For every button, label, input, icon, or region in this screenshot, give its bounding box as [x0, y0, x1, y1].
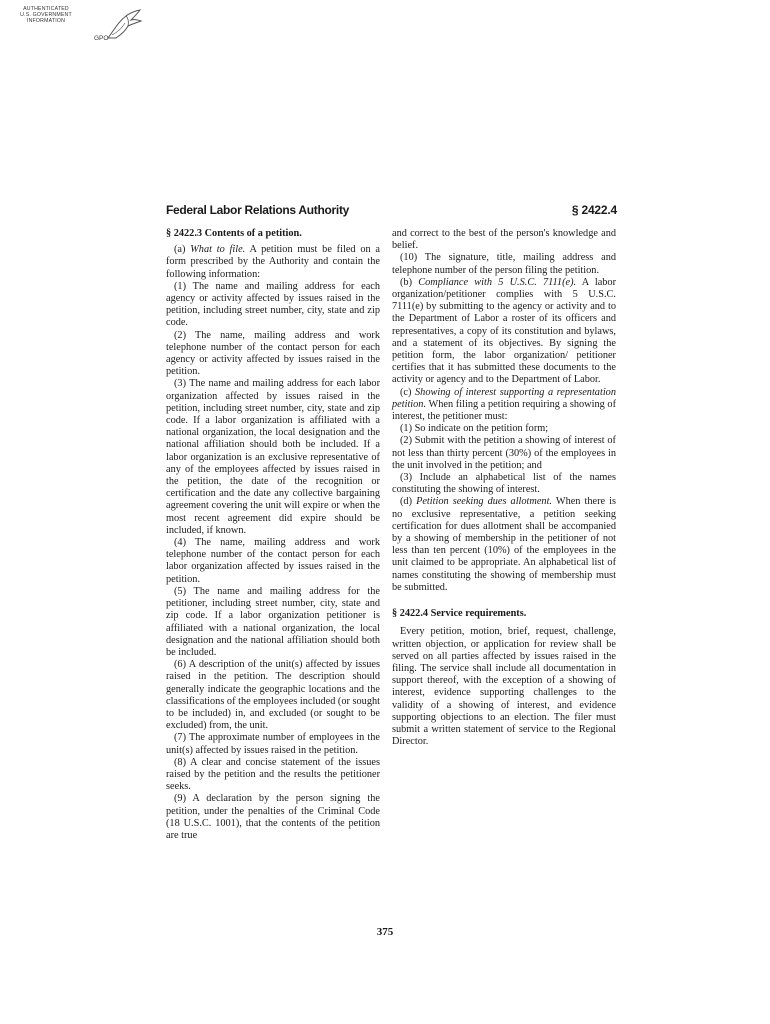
- paragraph-c-1: (1) So indicate on the petition form;: [400, 423, 549, 435]
- paragraph-c-2: (2) Submit with the petition a showing of interest of not less than thirty percent (30%) of the employees in the unit involved in the petition; and: [392, 435, 616, 471]
- label-d: (d): [400, 496, 417, 508]
- paragraph-a-3: (3) The name and mailing address for each labor organization affected by issues raised in the petition, including street number, city, state and zip code. If a labor organization is affiliated with a national organization, the local designation and the national affiliation should both be included. If a labor organization is an exclusive representative of any of the employees affected by issues raised in the petition, the date of the recognition or certification and the date any collective bargaining agreement covering the unit will expire or when the most recent agreement did expire should be included, if known.: [166, 378, 380, 536]
- stamp-line-1: AUTHENTICATED: [23, 6, 69, 12]
- section-2422-4-heading: § 2422.4 Service requirements.: [392, 608, 527, 620]
- section-2422-3-heading: § 2422.3 Contents of a petition.: [166, 228, 302, 239]
- paragraph-a-1: (1) The name and mailing address for each agency or activity affected by issues raised in the petition, including street number, city, state and zip code.: [166, 280, 380, 329]
- page-number: 375: [376, 926, 394, 938]
- paragraph-a-4: (4) The name, mailing address and work telephone number of the contact person for each labor organization affected by issues raised in the petition.: [166, 537, 380, 585]
- stamp-text: [12, 6, 80, 24]
- stamp-line-3: INFORMATION: [26, 18, 66, 24]
- label-c: (c): [400, 386, 416, 398]
- label-a: (a): [174, 244, 191, 256]
- paragraph-a-9: (9) A declaration by the person signing the petition, under the penalties of the Criminal Code (18 U.S.C. 1001), that the contents of the petition are true: [166, 793, 380, 841]
- paragraph-d: [392, 496, 616, 594]
- label-b: (b): [400, 276, 419, 288]
- text-b: A labor organization/petitioner complies with 5 U.S.C. 7111(e) by submitting to the agency or activity and to the Department of Labor a roster of its officers and representatives, a copy of its constitution and bylaws, and a statement of its objectives. By signing the petition form, the labor organization/ petitioner certifies that it has submitted these documents to the activity or agency and to the Department of Labor.: [392, 276, 616, 386]
- left-column: [166, 228, 380, 842]
- paragraph-c: [392, 387, 616, 424]
- italic-d: Petition seeking dues allotment.: [416, 496, 553, 508]
- italic-a: What to file.: [190, 244, 246, 256]
- italic-b: Compliance with 5 U.S.C. 7111(e).: [418, 276, 577, 288]
- right-column: [392, 228, 616, 748]
- eagle-icon: [104, 8, 144, 42]
- text-c: When filing a petition requiring a showing of interest, the petitioner must:: [392, 398, 616, 423]
- agency-title: Federal Labor Relations Authority: [166, 203, 350, 217]
- paragraph-a-9-continued: and correct to the best of the person's knowledge and belief.: [392, 228, 616, 252]
- paragraph-a-7: (7) The approximate number of employees in the unit(s) affected by issues raised in the petition.: [166, 732, 380, 756]
- paragraph-service: Every petition, motion, brief, request, challenge, written objection, or application for review shall be served on all parties affected by issues raised in the filing. The service shall include all documentation in support thereof, with the exception of a showing of interest, evidence supporting challenges to the validity of a showing of interest, and evidence supporting objections to an election. The filer must submit a written statement of service to the Regional Director.: [392, 626, 616, 748]
- paragraph-b: [392, 277, 616, 387]
- paragraph-a-6: (6) A description of the unit(s) affected by issues raised in the petition. The description should generally indicate the geographic locations and the classifications of the employees included (or sought to be included) in, and excluded (or sought to be excluded) from, the unit.: [166, 659, 380, 732]
- stamp-line-2: U.S. GOVERNMENT: [20, 12, 72, 18]
- paragraph-a-5: (5) The name and mailing address for the petitioner, including street number, city, state and zip code. If a labor organization petitioner is affiliated with a national organization, the local designation and the national affiliation should both be included.: [166, 585, 380, 658]
- text-d: When there is no exclusive representative, a petition seeking certification for dues allotment shall be accompanied by a showing of membership in the petitioner of not less than ten percent (10%) of the employees in the unit claimed to be appropriate. An alphabetical list of names constituting the showing of membership must be submitted.: [392, 496, 616, 593]
- paragraph-a: [166, 244, 380, 281]
- italic-c: Showing of interest supporting a representation petition.: [392, 386, 616, 410]
- section-number: § 2422.4: [571, 203, 617, 217]
- paragraph-a-10: (10) The signature, title, mailing address and telephone number of the person filing the petition.: [392, 252, 616, 276]
- paragraph-a-2: (2) The name, mailing address and work telephone number of the contact person for each agency or activity affected by issues raised in the petition.: [166, 329, 380, 378]
- text-a: A petition must be filed on a form prescribed by the Authority and contain the following information:: [166, 244, 380, 280]
- running-header: [166, 203, 617, 219]
- paragraph-a-8: (8) A clear and concise statement of the issues raised by the petition and the results the petitioner seeks.: [166, 756, 380, 793]
- paragraph-c-3: (3) Include an alphabetical list of the names constituting the showing of interest.: [392, 472, 616, 496]
- authentication-stamp: [12, 6, 142, 50]
- stamp-gpo: GPO: [94, 35, 109, 42]
